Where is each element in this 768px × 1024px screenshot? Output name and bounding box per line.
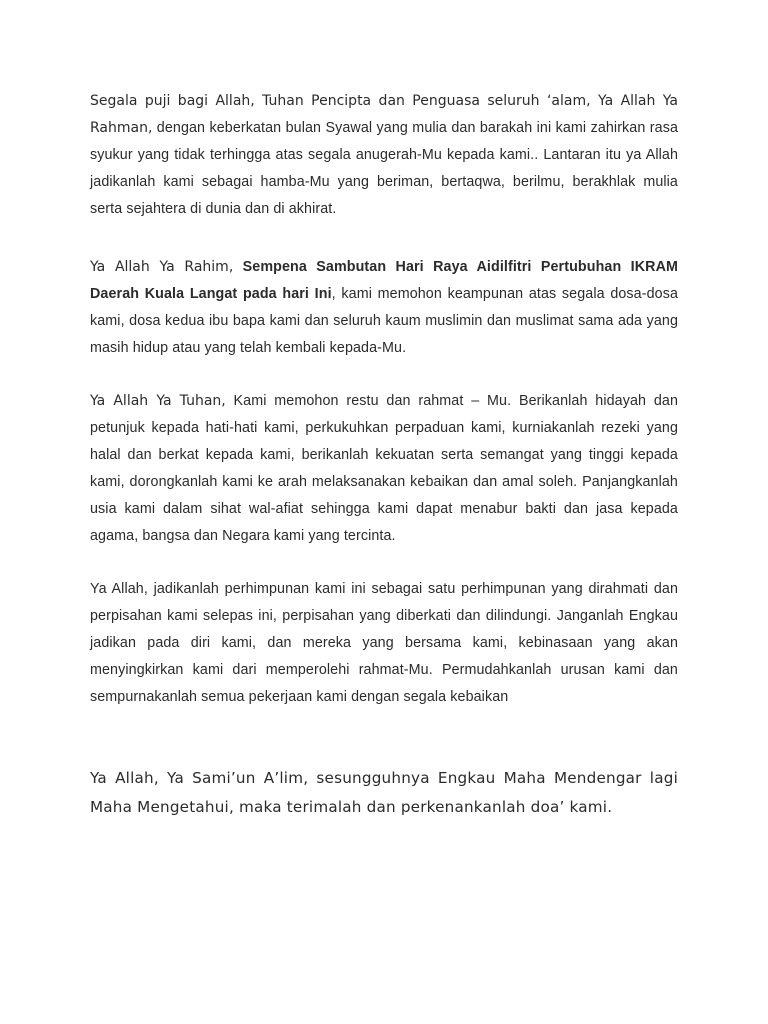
paragraph-closing-body: Ya Allah, Ya Sami’un A’lim, sesungguhnya Engkau Maha Mendengar lagi Maha Mengetahui, maka terimalah dan perkenankanlah doa’ kami.: [90, 769, 678, 816]
paragraph-forgiveness-opening: Ya Allah Ya Rahim,: [90, 259, 234, 275]
paragraph-forgiveness-body: , kami memohon keampunan atas segala dosa-dosa kami, dosa kedua ibu bapa kami dan seluruh kaum muslimin dan muslimat sama ada yang masih hidup atau yang telah kembali kepada-Mu.: [90, 286, 678, 356]
paragraph-gathering: [90, 576, 678, 711]
paragraph-blessing: [90, 388, 678, 550]
paragraph-blessing-body: Kami memohon restu dan rahmat – Mu. Berikanlah hidayah dan petunjuk kepada hati-hati kami, perkukuhkan perpaduan kami, kurniakanlah rezeki yang halal dan berkat kepada kami, berikanlah kekuatan serta semangat yang tinggi kepada kami, dorongkanlah kami ke arah melaksanakan kebaikan dan amal soleh. Panjangkanlah usia kami dalam sihat wal-afiat sehingga kami dapat menabur bakti dan jasa kepada agama, bangsa dan Negara kami yang tercinta.: [90, 393, 678, 544]
paragraph-forgiveness-event: Sempena Sambutan Hari Raya Aidilfitri Pertubuhan IKRAM Daerah Kuala Langat pada hari Ini: [90, 259, 679, 302]
paragraph-gathering-body: Ya Allah, jadikanlah perhimpunan kami ini sebagai satu perhimpunan yang dirahmati dan perpisahan kami selepas ini, perpisahan yang diberkati dan dilindungi. Janganlah Engkau jadikan pada diri kami, dan mereka yang bersama kami, kebinasaan yang akan menyingkirkan kami dari memperolehi rahmat-Mu. Permudahkanlah urusan kami dan sempurnakanlah semua pekerjaan kami dengan segala kebaikan: [90, 581, 678, 705]
paragraph-blessing-opening: Ya Allah Ya Tuhan,: [90, 393, 226, 409]
paragraph-forgiveness: [90, 254, 678, 362]
paragraph-praise: [90, 88, 678, 223]
paragraph-closing: [90, 764, 678, 822]
paragraph-praise-opening: Segala puji bagi Allah, Tuhan Pencipta dan Penguasa seluruh ‘alam, Ya Allah Ya Rahman,: [90, 93, 678, 136]
paragraph-praise-body: dengan keberkatan bulan Syawal yang mulia dan barakah ini kami zahirkan rasa syukur yang tidak terhingga atas segala anugerah-Mu kepada kami.. Lantaran itu ya Allah jadikanlah kami sebagai hamba-Mu yang beriman, bertaqwa, berilmu, berakhlak mulia serta sejahtera di dunia dan di akhirat.: [90, 120, 678, 217]
